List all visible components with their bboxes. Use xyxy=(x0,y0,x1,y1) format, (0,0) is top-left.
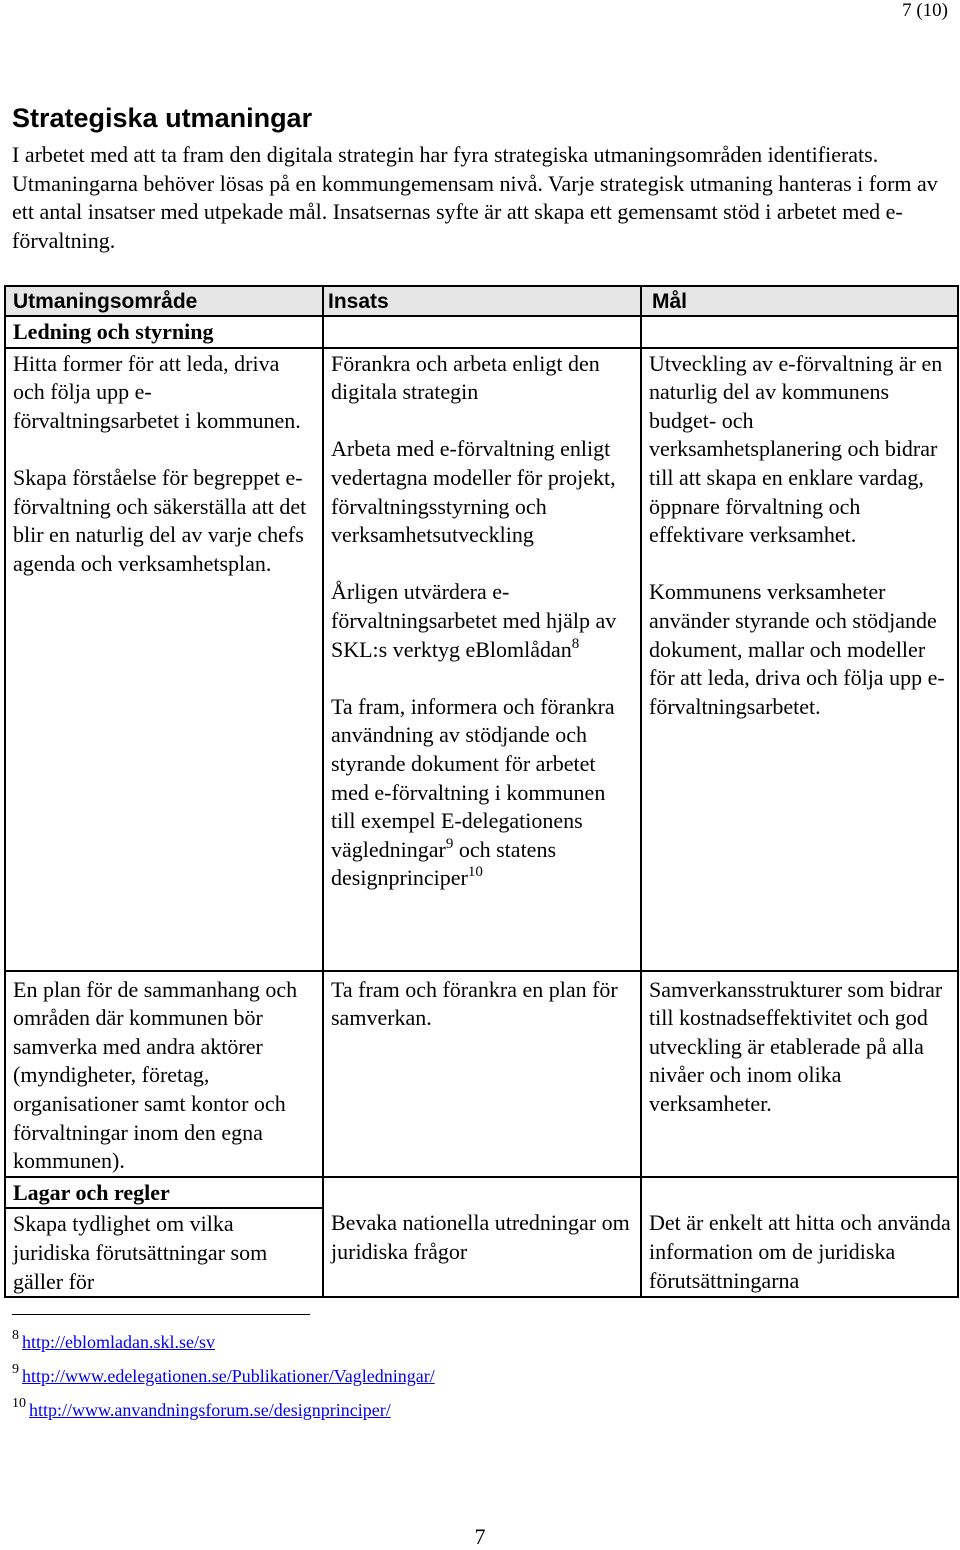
challenge-cell xyxy=(5,1208,323,1297)
area-row-governance xyxy=(5,316,958,348)
action-text-part: Årligen utvärdera e-förvaltningsarbetet med hjälp av SKL:s verktyg eBlomlådan xyxy=(331,579,617,662)
footnote xyxy=(12,1322,435,1356)
goal-text: Utveckling av e-förvaltning är en naturlig del av kommunens budget- och verksamhetsplanering och bidrar till att skapa en enklare vardag, öppnare förvaltning och effektivare verksamhet. xyxy=(649,350,943,548)
footnotes xyxy=(12,1322,435,1424)
action-text: Förankra och arbeta enligt den digitala strategin xyxy=(331,350,600,405)
footnote-link[interactable]: http://www.edelegationen.se/Publikationer/Vagledningar/ xyxy=(22,1366,435,1386)
page-header-number: 7 (10) xyxy=(902,0,948,21)
table-row xyxy=(5,348,958,971)
column-header-goal: Mål xyxy=(641,286,958,316)
challenge-text: Skapa förståelse för begreppet e-förvaltning och säkerställa att det blir en naturlig del av varje chefs agenda och verksamhetsplan. xyxy=(13,464,307,576)
footnote-number: 10 xyxy=(12,1396,26,1411)
action-text xyxy=(331,693,634,893)
challenge-text: Skapa tydlighet om vilka juridiska förutsättningar som gäller för xyxy=(13,1211,268,1294)
footnote-number: 8 xyxy=(12,1328,19,1343)
area-empty-cell xyxy=(323,316,641,348)
area-empty-cell xyxy=(641,316,958,348)
action-text: Bevaka nationella utredningar om juridiska frågor xyxy=(331,1210,630,1264)
section-title: Strategiska utmaningar xyxy=(12,103,313,133)
challenge-text: Hitta former för att leda, driva och följa upp e-förvaltningsarbetet i kommunen. xyxy=(13,350,301,433)
footnote-ref: 8 xyxy=(571,635,580,652)
footnote-divider xyxy=(12,1314,310,1315)
area-label: Lagar och regler xyxy=(5,1177,323,1209)
footnote xyxy=(12,1390,435,1424)
footnote xyxy=(12,1356,435,1390)
action-text-part: Ta fram, informera och förankra användning av stödjande och styrande dokument för arbetet med e-förvaltning i kommunen till exempel E-delegationens vägledningar xyxy=(331,693,615,862)
footnote-ref: 10 xyxy=(467,864,483,881)
goal-text: Det är enkelt att hitta och använda information om de juridiska förutsättningarna xyxy=(649,1210,951,1293)
intro-paragraph: I arbetet med att ta fram den digitala strategin har fyra strategiska utmaningsområden identifierats. Utmaningarna behöver lösas på en kommungemensam nivå. Varje strategisk utmaning hanteras i form av ett antal insatser med utpekade mål. Insatsernas syfte är att skapa ett gemensamt stöd i arbetet med e-förvaltning. xyxy=(12,142,938,253)
action-cell xyxy=(323,1208,641,1297)
column-header-challenge: Utmaningsområde xyxy=(5,286,323,316)
column-header-action: Insats xyxy=(323,286,641,316)
action-text-part: och statens designprinciper xyxy=(331,836,557,891)
area-empty-cell xyxy=(323,1177,641,1209)
table-header-row xyxy=(5,286,958,316)
strategy-table xyxy=(4,285,959,1298)
action-text: Arbeta med e-förvaltning enligt vedertagna modeller för projekt, förvaltningsstyrning och verksamhetsutveckling xyxy=(331,436,616,548)
footnote-number: 9 xyxy=(12,1362,19,1377)
area-row-laws xyxy=(5,1177,958,1209)
challenge-cell xyxy=(5,971,323,1177)
goal-text: Kommunens verksamheter använder styrande och stödjande dokument, mallar och modeller för att leda, driva och följa upp e-förvaltningsarbetet. xyxy=(649,579,945,719)
action-text xyxy=(331,578,634,664)
challenge-text: En plan för de sammanhang och områden där kommunen bör samverka med andra aktörer (myndigheter, företag, organisationer samt kontor och förvaltningar inom den egna kommunen). xyxy=(13,976,298,1174)
footnote-link[interactable]: http://eblomladan.skl.se/sv xyxy=(22,1332,215,1352)
area-empty-cell xyxy=(641,1177,958,1209)
action-cell xyxy=(323,971,641,1177)
table-row xyxy=(5,971,958,1177)
goal-cell xyxy=(641,348,958,971)
goal-cell xyxy=(641,971,958,1177)
table-row xyxy=(5,1208,958,1297)
challenge-cell xyxy=(5,348,323,971)
goal-text: Samverkansstrukturer som bidrar till kostnadseffektivitet och god utveckling är etablerade på alla nivåer och inom olika verksamheter. xyxy=(649,976,943,1116)
action-cell xyxy=(323,348,641,971)
action-text: Ta fram och förankra en plan för samverkan. xyxy=(331,976,618,1031)
area-label: Ledning och styrning xyxy=(5,316,323,348)
footnote-ref: 9 xyxy=(445,835,454,852)
goal-cell xyxy=(641,1208,958,1297)
page-footer-number: 7 xyxy=(474,1524,486,1549)
footnote-link[interactable]: http://www.anvandningsforum.se/designprinciper/ xyxy=(29,1400,391,1420)
